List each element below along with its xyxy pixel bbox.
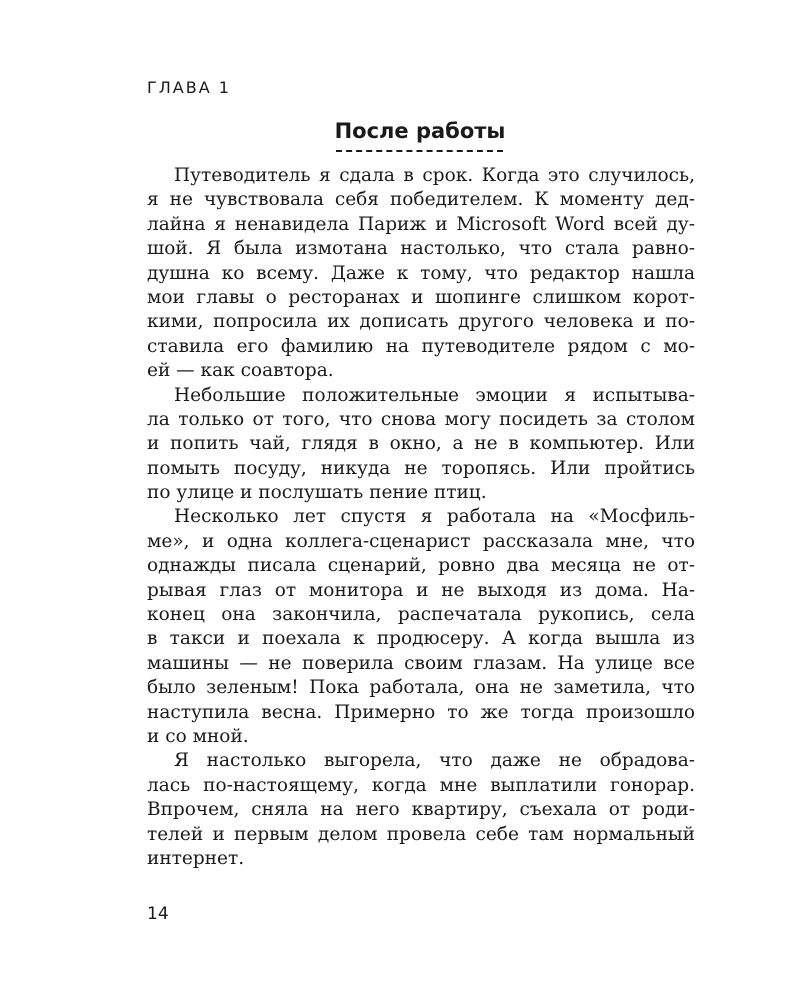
text-line: было зеленым! Пока работала, она не заметила, что bbox=[147, 677, 695, 699]
text-line: Впрочем, сняла на него квартиру, съехала от роди- bbox=[147, 799, 695, 821]
title-underline-divider bbox=[336, 150, 503, 152]
text-line: в такси и поехала к продюсеру. А когда вышла из bbox=[147, 628, 695, 650]
text-line: Несколько лет спустя я работала на «Мосфиль- bbox=[174, 506, 695, 528]
paragraph bbox=[147, 384, 695, 506]
text-line: Небольшие положительные эмоции я испытыва- bbox=[174, 384, 695, 406]
page-number: 14 bbox=[147, 904, 169, 924]
text-line: лась по-настоящему, когда мне выплатили гонорар. bbox=[147, 774, 695, 796]
text-line: я не чувствовала себя победителем. К моменту дед- bbox=[147, 189, 695, 211]
text-line: лайна я ненавидела Париж и Microsoft Word всей ду- bbox=[147, 213, 695, 235]
text-line: ей — как соавтора. bbox=[147, 360, 334, 382]
text-line: интернет. bbox=[147, 847, 245, 869]
text-line: Я настолько выгорела, что даже не обрадова- bbox=[174, 750, 695, 772]
text-line: машины — не поверила своим глазам. На улице все bbox=[147, 652, 695, 674]
paragraph bbox=[147, 164, 695, 384]
text-line: мои главы о ресторанах и шопинге слишком корот- bbox=[147, 286, 695, 308]
text-line: и со мной. bbox=[147, 725, 249, 747]
text-line: помыть посуду, никуда не торопясь. Или пройтись bbox=[147, 457, 695, 479]
section-title-wrapper bbox=[0, 119, 800, 143]
text-line: ме», и одна коллега-сценарист рассказала мне, что bbox=[147, 530, 695, 552]
text-line: рывая глаз от монитора и не выходя из дома. На- bbox=[147, 579, 695, 601]
text-line: конец она закончила, распечатала рукопись, села bbox=[147, 604, 695, 626]
text-line: по улице и послушать пение птиц. bbox=[147, 482, 487, 504]
text-line: и попить чай, глядя в окно, а не в компьютер. Или bbox=[147, 433, 695, 455]
text-line: душна ко всему. Даже к тому, что редактор нашла bbox=[147, 262, 695, 284]
text-line: шой. Я была измотана настолько, что стала равно- bbox=[147, 238, 695, 260]
paragraph bbox=[147, 749, 695, 871]
text-line: однажды писала сценарий, ровно два месяца не от- bbox=[147, 555, 695, 577]
text-line: ла только от того, что снова могу посидеть за столом bbox=[147, 408, 695, 430]
section-title: После работы bbox=[334, 119, 506, 143]
text-line: кими, попросила их дописать другого человека и по- bbox=[147, 311, 695, 333]
text-line: телей и первым делом провела себе там нормальный bbox=[147, 823, 695, 845]
text-line: Путеводитель я сдала в срок. Когда это случилось, bbox=[174, 165, 695, 186]
chapter-label: ГЛАВА 1 bbox=[147, 78, 231, 97]
text-line: ставила его фамилию на путеводителе рядом с мо- bbox=[147, 335, 695, 357]
body-text bbox=[147, 164, 695, 871]
text-line: наступила весна. Примерно то же тогда произошло bbox=[147, 701, 695, 723]
paragraph bbox=[147, 505, 695, 749]
